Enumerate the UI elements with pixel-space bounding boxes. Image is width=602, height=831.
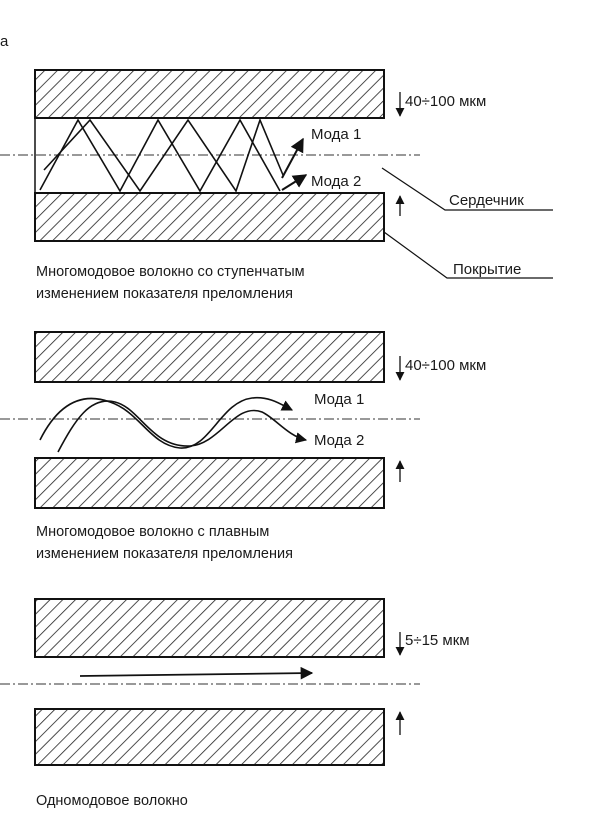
mode1-label: Мода 1 xyxy=(311,126,362,143)
core-label: Сердечник xyxy=(449,192,524,209)
bottom-cladding xyxy=(35,709,384,765)
mode1-arrow xyxy=(282,139,303,178)
step-index-fiber xyxy=(0,70,553,302)
mode2-label: Мода 2 xyxy=(311,173,362,190)
core-dimension-label: 40÷100 мкм xyxy=(405,93,487,110)
top-cladding xyxy=(35,70,384,118)
mode1-label: Мода 1 xyxy=(314,391,365,408)
core-dimension-label: 5÷15 мкм xyxy=(405,632,470,649)
caption-line-2: изменением показателя преломления xyxy=(36,286,293,302)
caption-line-1: Многомодовое волокно со ступенчатым xyxy=(36,264,305,280)
core-dimension-label: 40÷100 мкм xyxy=(405,357,487,374)
caption-line-2: изменением показателя преломления xyxy=(36,546,293,562)
graded-index-fiber xyxy=(0,332,486,562)
top-cladding xyxy=(35,599,384,657)
top-cladding xyxy=(35,332,384,382)
caption-line-1: Многомодовое волокно с плавным xyxy=(36,524,270,540)
corner-mark: а xyxy=(0,33,9,50)
caption: Одномодовое волокно xyxy=(36,793,188,809)
mode2-ray xyxy=(58,401,306,452)
cladding-label: Покрытие xyxy=(453,261,522,278)
mode2-label: Мода 2 xyxy=(314,432,365,449)
bottom-cladding xyxy=(35,193,384,241)
bottom-cladding xyxy=(35,458,384,508)
single-mode-fiber xyxy=(0,599,470,809)
mode2-arrow xyxy=(282,175,306,190)
single-mode-ray xyxy=(80,673,312,676)
